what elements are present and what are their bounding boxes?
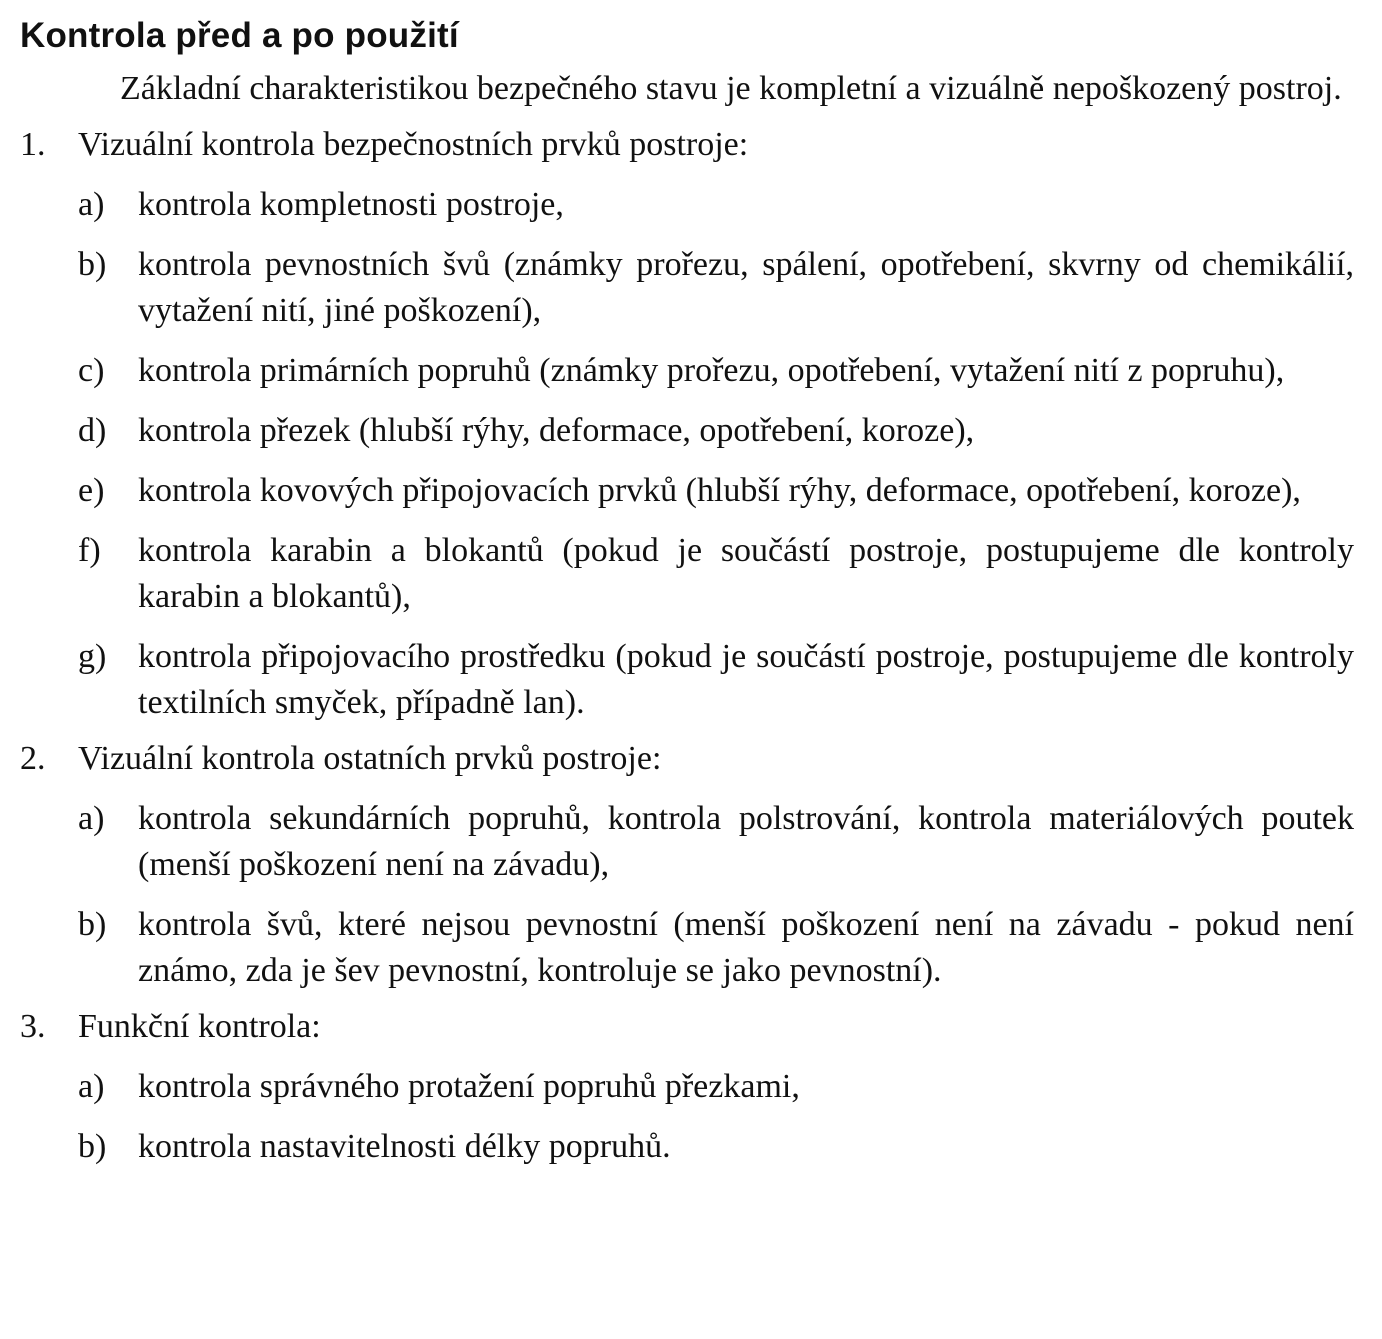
subitem-letter: b) <box>78 906 107 943</box>
subitem-text: kontrola karabin a blokantů (pokud je součástí postroje, postupujeme dle kontroly karabin a blokantů), <box>138 532 1354 615</box>
subitem-text: kontrola kovových připojovacích prvků (hlubší rýhy, deformace, opotřebení, koroze), <box>138 472 1301 509</box>
subitem-text: kontrola přezek (hlubší rýhy, deformace, opotřebení, koroze), <box>138 412 975 449</box>
subitem-letter: f) <box>78 532 101 569</box>
item-heading: Vizuální kontrola ostatních prvků postroje: <box>78 740 662 777</box>
subitem-letter: b) <box>78 246 107 283</box>
document-title: Kontrola před a po použití <box>20 16 459 55</box>
item-number: 1. <box>20 126 46 163</box>
list-item <box>20 1004 1354 1170</box>
subitem-letter: e) <box>78 472 105 509</box>
subitem-letter: a) <box>78 800 105 837</box>
subitem-letter: b) <box>78 1128 107 1165</box>
sublist <box>78 796 1354 994</box>
subitem <box>78 1064 1354 1110</box>
subitem-letter: c) <box>78 352 105 389</box>
item-heading: Funkční kontrola: <box>78 1008 321 1045</box>
section-list <box>20 122 1354 1170</box>
subitem <box>78 182 1354 228</box>
list-item <box>20 122 1354 726</box>
subitem-text: kontrola sekundárních popruhů, kontrola polstrování, kontrola materiálových poutek (menší poškození není na závadu), <box>138 800 1354 883</box>
subitem <box>78 634 1354 726</box>
list-item <box>20 736 1354 994</box>
subitem-text: kontrola švů, které nejsou pevnostní (menší poškození není na závadu - pokud není známo, zda je šev pevnostní, kontroluje se jako pevnostní). <box>138 906 1354 989</box>
sublist <box>78 182 1354 726</box>
subitem <box>78 528 1354 620</box>
subitem-letter: a) <box>78 1068 105 1105</box>
item-heading: Vizuální kontrola bezpečnostních prvků postroje: <box>78 126 749 163</box>
subitem-text: kontrola pevnostních švů (známky prořezu, spálení, opotřebení, skvrny od chemikálií, vytažení nití, jiné poškození), <box>138 246 1354 329</box>
subitem-text: kontrola nastavitelnosti délky popruhů. <box>138 1128 671 1165</box>
subitem <box>78 902 1354 994</box>
subitem <box>78 468 1354 514</box>
subitem-text: kontrola kompletnosti postroje, <box>138 186 564 223</box>
subitem <box>78 242 1354 334</box>
intro-paragraph: Základní charakteristikou bezpečného stavu je kompletní a vizuálně nepoškozený postroj. <box>120 70 1342 107</box>
subitem <box>78 1124 1354 1170</box>
sublist <box>78 1064 1354 1170</box>
subitem-letter: d) <box>78 412 107 449</box>
subitem-letter: a) <box>78 186 105 223</box>
subitem-text: kontrola správného protažení popruhů přezkami, <box>138 1068 800 1105</box>
subitem <box>78 408 1354 454</box>
subitem <box>78 796 1354 888</box>
item-number: 3. <box>20 1008 46 1045</box>
subitem-text: kontrola primárních popruhů (známky prořezu, opotřebení, vytažení nití z popruhu), <box>138 352 1285 389</box>
item-number: 2. <box>20 740 46 777</box>
document-page <box>20 14 1354 1170</box>
subitem-text: kontrola připojovacího prostředku (pokud je součástí postroje, postupujeme dle kontroly textilních smyček, případně lan). <box>138 638 1354 721</box>
subitem <box>78 348 1354 394</box>
subitem-letter: g) <box>78 638 107 675</box>
